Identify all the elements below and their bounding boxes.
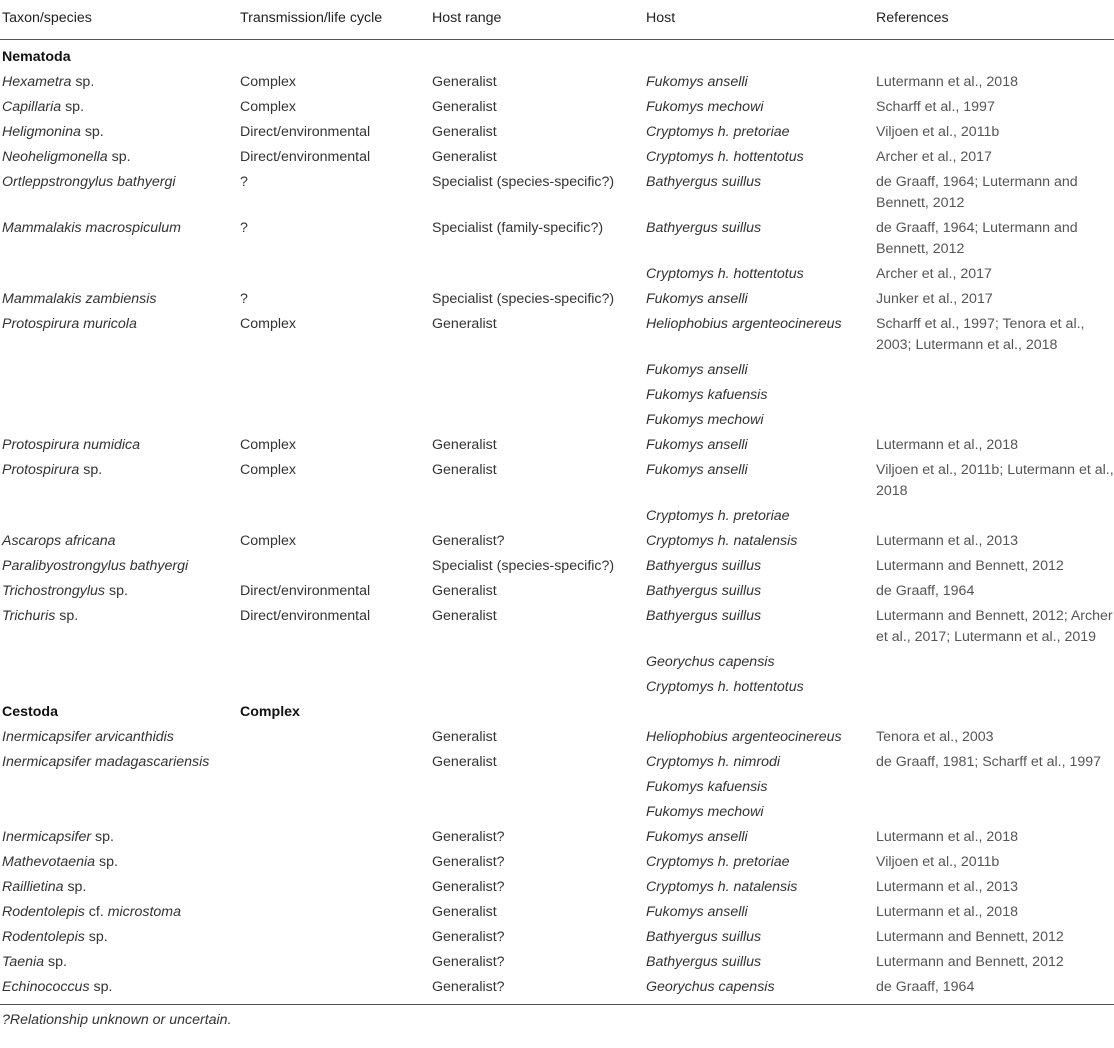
taxon-name: Protospirura muricola [2, 316, 137, 332]
cell-host: Heliophobius argenteocinereus [646, 316, 842, 332]
cell-host: Bathyergus suillus [646, 220, 762, 236]
taxon-suffix: sp. [107, 149, 131, 165]
table-row [0, 120, 1114, 145]
taxon-name: Capillaria [2, 99, 62, 115]
cell-host: Fukomys anselli [646, 291, 748, 307]
cell-host: Fukomys anselli [646, 829, 748, 845]
cell-transmission [240, 800, 432, 825]
cell-taxon [0, 675, 240, 700]
cell-host: Cryptomys h. hottentotus [646, 679, 804, 695]
taxon-name: Raillietina [2, 879, 64, 895]
cell-taxon [0, 216, 240, 262]
table-row [0, 358, 1114, 383]
cell-host-range [432, 262, 646, 287]
cell-taxon [0, 312, 240, 358]
table-row [0, 800, 1114, 825]
cell-taxon [0, 850, 240, 875]
cell-host-range [432, 383, 646, 408]
table-row [0, 579, 1114, 604]
taxon-name: Inermicapsifer madagascariensis [2, 754, 210, 770]
cell-taxon [0, 750, 240, 775]
cell-references: Lutermann et al., 2013 [876, 533, 1018, 549]
cell-host-range: Generalist [432, 583, 497, 599]
cell-taxon [0, 825, 240, 850]
taxon-name: Ortleppstrongylus bathyergi [2, 174, 176, 190]
cell-references: Lutermann et al., 2013 [876, 879, 1018, 895]
cell-host-range: Generalist [432, 462, 497, 478]
cell-taxon [0, 950, 240, 975]
cell-references [876, 40, 1114, 71]
cell-transmission: Complex [240, 533, 296, 549]
cell-references [876, 408, 1114, 433]
cell-transmission [240, 975, 432, 1004]
cell-references: Tenora et al., 2003 [876, 729, 994, 745]
table-row [0, 900, 1114, 925]
cell-transmission: Complex [240, 704, 300, 720]
header-host-range: Host range [432, 0, 646, 40]
cell-taxon [0, 287, 240, 312]
cell-transmission: Complex [240, 316, 296, 332]
cell-host-range: Generalist? [432, 929, 505, 945]
header-taxon: Taxon/species [0, 0, 240, 40]
cell-transmission [240, 750, 432, 775]
cell-transmission [240, 875, 432, 900]
cell-host: Cryptomys h. pretoriae [646, 854, 790, 870]
taxon-name: Mammalakis zambiensis [2, 291, 157, 307]
table-row [0, 975, 1114, 1004]
cell-references: Lutermann and Bennett, 2012 [876, 929, 1064, 945]
taxon-name: Echinococcus [2, 979, 90, 995]
cell-host-range: Specialist (family-specific?) [432, 220, 604, 236]
cell-host: Bathyergus suillus [646, 608, 762, 624]
cell-host-range [432, 358, 646, 383]
cell-host: Cryptomys h. hottentotus [646, 149, 804, 165]
table-row [0, 408, 1114, 433]
cell-transmission: Direct/environmental [240, 149, 371, 165]
cell-host-range: Specialist (species-specific?) [432, 558, 615, 574]
table-row [0, 287, 1114, 312]
cell-host-range: Generalist? [432, 979, 505, 995]
cell-host [646, 700, 876, 725]
taxon-name: Hexametra [2, 74, 72, 90]
cell-host-range: Generalist? [432, 533, 505, 549]
cell-host: Bathyergus suillus [646, 954, 762, 970]
cell-host: Bathyergus suillus [646, 558, 762, 574]
cell-taxon [0, 408, 240, 433]
cell-host-range: Generalist [432, 729, 497, 745]
cell-transmission [240, 554, 432, 579]
cell-host: Fukomys mechowi [646, 99, 764, 115]
cell-references: Scharff et al., 1997 [876, 99, 995, 115]
cell-transmission [240, 504, 432, 529]
cell-taxon [0, 800, 240, 825]
cell-host-range [432, 40, 646, 71]
taxon-suffix: sp. [91, 829, 114, 845]
cell-references: Junker et al., 2017 [876, 291, 993, 307]
taxon-suffix: cf. [84, 904, 108, 920]
cell-references: Archer et al., 2017 [876, 149, 992, 165]
table-row [0, 70, 1114, 95]
cell-host: Cryptomys h. natalensis [646, 879, 798, 895]
table-row [0, 775, 1114, 800]
cell-transmission [240, 900, 432, 925]
cell-references [876, 650, 1114, 675]
cell-transmission [240, 358, 432, 383]
cell-references: Lutermann et al., 2018 [876, 904, 1018, 920]
cell-taxon [0, 975, 240, 1004]
cell-transmission: Complex [240, 437, 296, 453]
cell-host-range: Generalist [432, 316, 497, 332]
cell-host-range [432, 408, 646, 433]
taxon-name: Heligmonina [2, 124, 81, 140]
cell-host [646, 40, 876, 71]
cell-transmission: Complex [240, 99, 296, 115]
cell-taxon [0, 579, 240, 604]
cell-taxon [0, 358, 240, 383]
cell-host-range: Generalist [432, 99, 497, 115]
cell-host-range: Generalist? [432, 829, 505, 845]
cell-transmission [240, 950, 432, 975]
cell-taxon [0, 262, 240, 287]
cell-references: Scharff et al., 1997; Tenora et al., 2003; Lutermann et al., 2018 [876, 316, 1085, 353]
taxon-epithet: microstoma [107, 904, 182, 920]
cell-references [876, 675, 1114, 700]
cell-references: de Graaff, 1964 [876, 583, 975, 599]
cell-transmission [240, 675, 432, 700]
table-row [0, 850, 1114, 875]
cell-host: Cryptomys h. pretoriae [646, 508, 790, 524]
cell-host: Bathyergus suillus [646, 583, 762, 599]
taxon-name: Rodentolepis [2, 904, 85, 920]
cell-taxon [0, 95, 240, 120]
cell-host: Fukomys kafuensis [646, 779, 768, 795]
taxon-suffix: sp. [105, 583, 128, 599]
header-host: Host [646, 0, 876, 40]
cell-host-range [432, 504, 646, 529]
taxon-suffix: sp. [79, 462, 103, 478]
cell-host: Fukomys mechowi [646, 412, 764, 428]
cell-taxon [0, 145, 240, 170]
taxon-suffix: sp. [89, 979, 113, 995]
taxon-name: Protospirura numidica [2, 437, 140, 453]
cell-references: Lutermann and Bennett, 2012; Archer et al., 2017; Lutermann et al., 2019 [876, 608, 1113, 645]
cell-transmission: ? [240, 220, 248, 236]
cell-host-range: Generalist [432, 437, 497, 453]
cell-taxon [0, 725, 240, 750]
table-row [0, 216, 1114, 262]
cell-transmission: Direct/environmental [240, 608, 371, 624]
cell-host: Heliophobius argenteocinereus [646, 729, 842, 745]
taxon-name: Paralibyostrongylus bathyergi [2, 558, 189, 574]
cell-taxon [0, 504, 240, 529]
cell-host: Fukomys anselli [646, 74, 748, 90]
cell-references: Archer et al., 2017 [876, 266, 992, 282]
cell-transmission [240, 383, 432, 408]
footnote: ?Relationship unknown or uncertain. [2, 1012, 232, 1028]
cell-host: Fukomys mechowi [646, 804, 764, 820]
cell-transmission [240, 825, 432, 850]
cell-references: Lutermann et al., 2018 [876, 437, 1018, 453]
cell-references: de Graaff, 1964 [876, 979, 975, 995]
cell-taxon [0, 120, 240, 145]
cell-host-range: Generalist? [432, 954, 505, 970]
taxon-name: Taenia [2, 954, 45, 970]
cell-taxon [0, 604, 240, 650]
table-row [0, 458, 1114, 504]
table-row [0, 554, 1114, 579]
table-row [0, 383, 1114, 408]
cell-references: de Graaff, 1964; Lutermann and Bennett, 2012 [876, 174, 1078, 211]
table-row [0, 725, 1114, 750]
table-row [0, 170, 1114, 216]
cell-host: Georychus capensis [646, 654, 775, 670]
cell-host-range: Specialist (species-specific?) [432, 174, 615, 190]
cell-transmission [240, 408, 432, 433]
cell-transmission [240, 40, 432, 71]
cell-transmission: Complex [240, 462, 296, 478]
table-row [0, 825, 1114, 850]
table-header [0, 0, 1114, 40]
cell-transmission [240, 650, 432, 675]
cell-taxon [0, 700, 240, 725]
cell-host: Fukomys anselli [646, 437, 748, 453]
group-row [0, 40, 1114, 71]
cell-transmission: ? [240, 174, 248, 190]
table-row [0, 675, 1114, 700]
cell-host-range: Generalist [432, 124, 497, 140]
table-row [0, 262, 1114, 287]
taxon-suffix: sp. [55, 608, 79, 624]
cell-host: Fukomys kafuensis [646, 387, 768, 403]
cell-references [876, 504, 1114, 529]
cell-taxon [0, 775, 240, 800]
taxon-name: Mathevotaenia [2, 854, 96, 870]
group-row [0, 700, 1114, 725]
cell-references [876, 383, 1114, 408]
taxon-suffix: sp. [71, 74, 95, 90]
cell-host: Fukomys anselli [646, 362, 748, 378]
cell-host-range [432, 800, 646, 825]
cell-transmission: Direct/environmental [240, 124, 371, 140]
cell-transmission [240, 850, 432, 875]
cell-taxon [0, 925, 240, 950]
cell-host-range: Generalist? [432, 854, 505, 870]
cell-references: Viljoen et al., 2011b [876, 854, 1000, 870]
table-row [0, 925, 1114, 950]
cell-references [876, 775, 1114, 800]
cell-taxon [0, 458, 240, 504]
taxon-suffix: sp. [80, 124, 104, 140]
table-row [0, 604, 1114, 650]
cell-taxon [0, 529, 240, 554]
cell-host-range: Generalist [432, 608, 497, 624]
group-label: Nematoda [2, 49, 71, 65]
cell-taxon [0, 170, 240, 216]
table-row [0, 650, 1114, 675]
header-references: References [876, 0, 1114, 40]
cell-transmission [240, 262, 432, 287]
taxon-suffix: sp. [44, 954, 67, 970]
taxon-name: Protospirura [2, 462, 80, 478]
taxon-suffix: sp. [63, 879, 87, 895]
cell-transmission: Complex [240, 74, 296, 90]
cell-references: Lutermann et al., 2018 [876, 74, 1018, 90]
cell-host-range [432, 700, 646, 725]
cell-host: Fukomys anselli [646, 904, 748, 920]
cell-host-range: Generalist [432, 904, 497, 920]
header-transmission: Transmission/life cycle [240, 0, 432, 40]
cell-host-range: Specialist (species-specific?) [432, 291, 615, 307]
cell-host: Cryptomys h. hottentotus [646, 266, 804, 282]
cell-host-range [432, 775, 646, 800]
cell-references [876, 700, 1114, 725]
taxon-name: Mammalakis macrospiculum [2, 220, 181, 236]
table-row [0, 145, 1114, 170]
cell-taxon [0, 70, 240, 95]
table-body [0, 40, 1114, 1005]
taxon-name: Inermicapsifer arvicanthidis [2, 729, 174, 745]
cell-host-range [432, 650, 646, 675]
taxon-name: Trichostrongylus [2, 583, 106, 599]
cell-host-range: Generalist [432, 74, 497, 90]
cell-references: Viljoen et al., 2011b; Lutermann et al., 2018 [876, 462, 1114, 499]
cell-references: Lutermann et al., 2018 [876, 829, 1018, 845]
cell-host: Bathyergus suillus [646, 929, 762, 945]
cell-host: Cryptomys h. natalensis [646, 533, 798, 549]
cell-taxon [0, 383, 240, 408]
cell-host-range: Generalist [432, 754, 497, 770]
cell-host-range [432, 675, 646, 700]
taxon-suffix: sp. [84, 929, 108, 945]
cell-references [876, 800, 1114, 825]
cell-taxon [0, 433, 240, 458]
table-row [0, 433, 1114, 458]
table-row [0, 504, 1114, 529]
taxon-suffix: sp. [61, 99, 85, 115]
table-row [0, 312, 1114, 358]
cell-host-range: Generalist [432, 149, 497, 165]
cell-references: Lutermann and Bennett, 2012 [876, 954, 1064, 970]
taxon-name: Ascarops africana [2, 533, 116, 549]
cell-references: de Graaff, 1964; Lutermann and Bennett, 2012 [876, 220, 1078, 257]
cell-transmission: ? [240, 291, 248, 307]
cell-transmission [240, 775, 432, 800]
cell-transmission [240, 925, 432, 950]
table-row [0, 95, 1114, 120]
table-row [0, 750, 1114, 775]
cell-references: Lutermann and Bennett, 2012 [876, 558, 1064, 574]
cell-taxon [0, 650, 240, 675]
cell-host: Georychus capensis [646, 979, 775, 995]
taxon-name: Rodentolepis [2, 929, 85, 945]
taxon-name: Inermicapsifer [2, 829, 92, 845]
table-row [0, 875, 1114, 900]
cell-references: de Graaff, 1981; Scharff et al., 1997 [876, 754, 1102, 770]
cell-host: Cryptomys h. nimrodi [646, 754, 781, 770]
cell-taxon [0, 900, 240, 925]
taxon-suffix: sp. [95, 854, 118, 870]
table-row [0, 529, 1114, 554]
cell-references: Viljoen et al., 2011b [876, 124, 1000, 140]
cell-host: Bathyergus suillus [646, 174, 762, 190]
cell-taxon [0, 40, 240, 71]
taxon-name: Trichuris [2, 608, 56, 624]
cell-transmission [240, 725, 432, 750]
group-label: Cestoda [2, 704, 58, 720]
table-row [0, 950, 1114, 975]
cell-host: Cryptomys h. pretoriae [646, 124, 790, 140]
cell-taxon [0, 554, 240, 579]
cell-host-range: Generalist? [432, 879, 505, 895]
cell-references [876, 358, 1114, 383]
cell-transmission: Direct/environmental [240, 583, 371, 599]
cell-taxon [0, 875, 240, 900]
cell-host: Fukomys anselli [646, 462, 748, 478]
taxon-name: Neoheligmonella [2, 149, 108, 165]
